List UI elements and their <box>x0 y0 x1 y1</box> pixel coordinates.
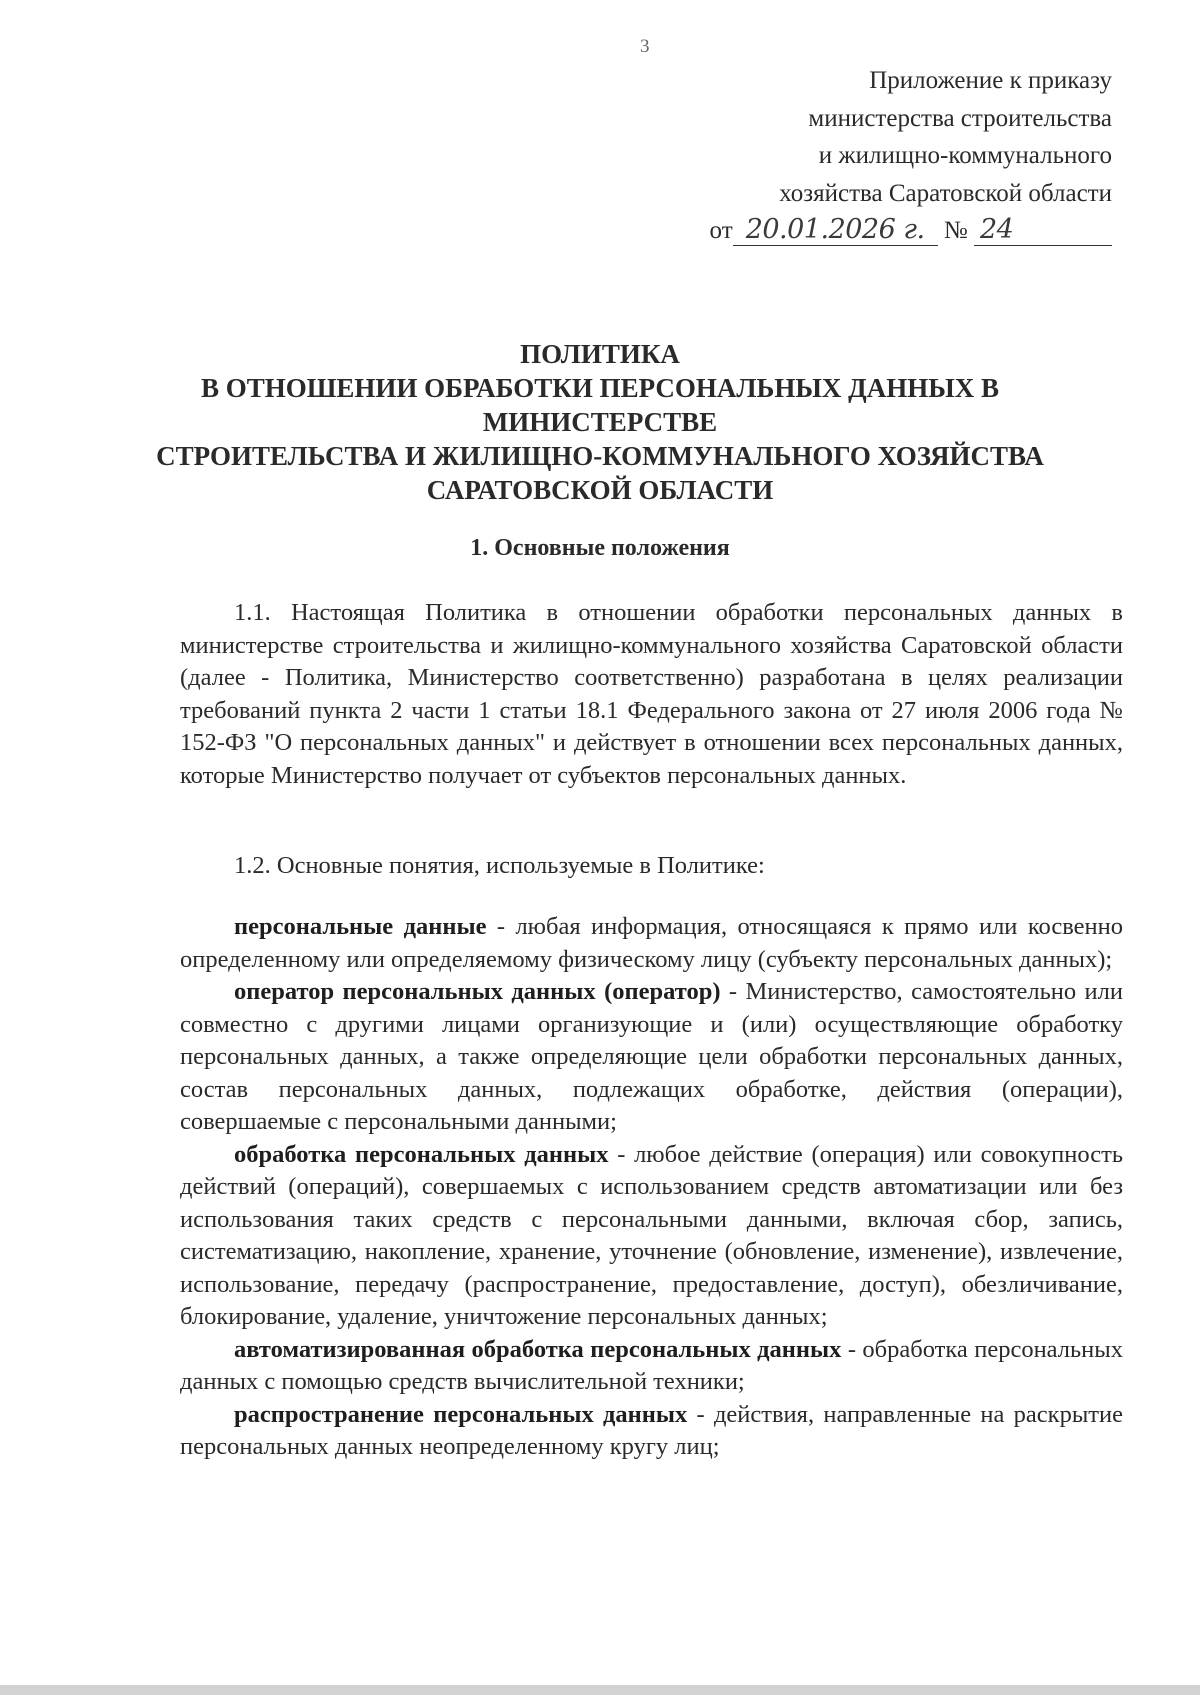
definition-text: - обработка персональных данных с помощью средств вычислительной техники; <box>180 1335 1123 1395</box>
definition-text: - любое действие (операция) или совокупность действий (операций), совершаемых с использованием средств автоматизации или без использования таких средств с персональными данными, включая сбор, запись, систематизацию, накопление, хранение, уточнение (обновление, изменение), извлечение, использование, передачу (распространение, предоставление, доступ), обезличивание, блокирование, удаление, уничтожение персональных данных; <box>180 1140 1123 1330</box>
paragraph-1-2: 1.2. Основные понятия, используемые в Политике: <box>234 852 765 879</box>
definition-item <box>180 1399 1123 1464</box>
scan-edge-border <box>0 1685 1200 1695</box>
appendix-header <box>710 62 1112 250</box>
definition-text: - действия, направленные на раскрытие персональных данных неопределенному кругу лиц; <box>180 1400 1123 1460</box>
definition-item <box>180 976 1123 1139</box>
number-sign: № <box>943 217 968 244</box>
definition-text: - любая информация, относящаяся к прямо или косвенно определенному или определяемому физическому лицу (субъекту персональных данных); <box>180 913 1123 973</box>
order-date-number-line <box>710 212 1112 250</box>
appendix-line: Приложение к приказу <box>869 67 1112 94</box>
definition-text: - Министерство, самостоятельно или совместно с другими лицами организующие и (или) осуществляющие обработку персональных данных, а также определяющие цели обработки персональных данных, состав персональных данных, подлежащих обработке, действия (операции), совершаемые с персональными данными; <box>180 978 1123 1135</box>
appendix-line: хозяйства Саратовской области <box>779 179 1112 207</box>
title-line: В ОТНОШЕНИИ ОБРАБОТКИ ПЕРСОНАЛЬНЫХ ДАННЫХ В <box>201 373 999 403</box>
title-line: САРАТОВСКОЙ ОБЛАСТИ <box>426 475 774 505</box>
title-line: ПОЛИТИКА <box>520 339 680 369</box>
definition-term: персональные данные <box>234 913 487 940</box>
title-line: МИНИСТЕРСТВЕ <box>482 407 718 437</box>
document-title <box>150 337 1050 507</box>
definition-term: автоматизированная обработка персональных данных <box>234 1335 842 1363</box>
section-heading: 1. Основные положения <box>470 535 730 561</box>
definition-term: оператор персональных данных (оператор) <box>234 978 721 1005</box>
definition-term: распространение персональных данных <box>234 1400 688 1428</box>
definition-item <box>180 911 1123 976</box>
handwritten-number: 24 <box>974 215 1112 246</box>
title-line: СТРОИТЕЛЬСТВА И ЖИЛИЩНО-КОММУНАЛЬНОГО ХОЗЯЙСТВА <box>156 441 1044 471</box>
appendix-line: и жилищно-коммунального <box>818 142 1112 169</box>
definition-term: обработка персональных данных <box>234 1140 609 1168</box>
definitions-list <box>180 911 1123 1464</box>
appendix-line: министерства строительства <box>808 104 1112 132</box>
date-prefix: от <box>709 217 733 244</box>
handwritten-date: 20.01.2026 г. <box>733 215 938 246</box>
definition-item <box>180 1334 1123 1399</box>
paragraph-1-1: 1.1. Настоящая Политика в отношении обработки персональных данных в министерстве строительства и жилищно-коммунального хозяйства Саратовской области (далее - Политика, Министерство соответственно) разработана в целях реализации требований пункта 2 части 1 статьи 18.1 Федерального закона от 27 июля 2006 года № 152-ФЗ "О персональных данных" и действует в отношении всех персональных данных, которые Министерство получает от субъектов персональных данных. <box>180 599 1123 789</box>
definition-item <box>180 1139 1123 1334</box>
page-number: 3 <box>640 36 650 57</box>
